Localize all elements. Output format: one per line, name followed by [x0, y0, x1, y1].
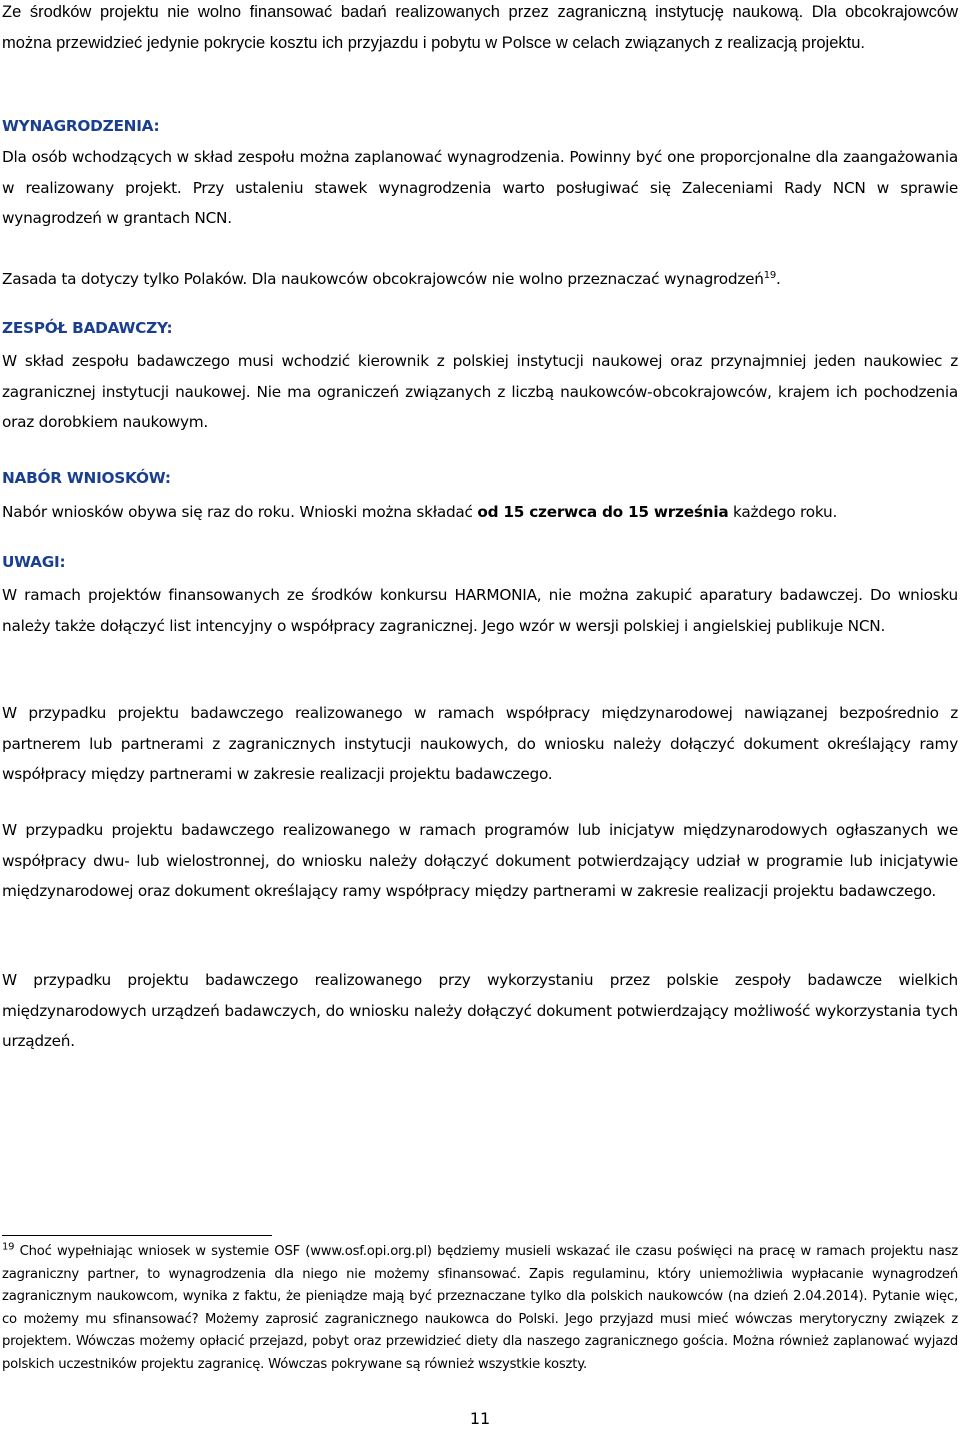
call-text-end: każdego roku. [728, 503, 838, 521]
salaries-rule-end: . [775, 270, 781, 288]
footnote-number: 19 [2, 1241, 15, 1253]
footnote [2, 1241, 958, 1376]
footnote-text: Choć wypełniając wniosek w systemie OSF (www.osf.opi.org.pl) będziemy musieli wskazać ile czasu poświęci na pracę w ramach projektu nasz zagraniczny partner, to wynagrodzenia dla niego nie możemy sfinansować. Zapis regulaminu, który uniemożliwia wypłacanie wynagrodzeń zagranicznym naukowcom, wynika z faktu, że pieniądze mają być przeznaczane tylko dla polskich naukowców (na dzień 2.04.2014). Pytanie więc, co możemy mu sfinansować? Możemy zaprosić zagranicznego naukowca do Polski. Jego przyjazd musi mieć wówczas merytoryczny związek z projektem. Wówczas możemy opłacić przejazd, pobyt oraz przewidzieć diety dla naszego zagranicznego gościa. Można również zaplanować wyjazd polskich uczestników projektu zagranicę. Wówczas pokrywane są również wszystkie koszty. [2, 1244, 958, 1372]
notes-paragraph-2: W przypadku projektu badawczego realizowanego w ramach współpracy międzynarodowej nawiązanej bezpośrednio z partnerem lub partnerami z zagranicznych instytucji naukowych, do wniosku należy dołączyć dokument określający ramy współpracy między partnerami w zakresie realizacji projektu badawczego. [2, 704, 958, 783]
footnote-separator [2, 1235, 272, 1236]
salaries-rule-text: Zasada ta dotyczy tylko Polaków. Dla naukowców obcokrajowców nie wolno przeznaczać wynagrodzeń [2, 270, 764, 288]
call-dates: od 15 czerwca do 15 września [477, 503, 729, 521]
salaries-paragraph: Dla osób wchodzących w skład zespołu można zaplanować wynagrodzenia. Powinny być one proporcjonalne dla zaangażowania w realizowany projekt. Przy ustaleniu stawek wynagrodzenia warto posługiwać się Zaleceniami Rady NCN w sprawie wynagrodzeń w grantach NCN. [2, 148, 958, 227]
call-text-start: Nabór wniosków obywa się raz do roku. Wnioski można składać [2, 503, 478, 521]
team-paragraph: W skład zespołu badawczego musi wchodzić kierownik z polskiej instytucji naukowej oraz przynajmniej jeden naukowiec z zagranicznej instytucji naukowej. Nie ma ograniczeń związanych z liczbą naukowców-obcokrajowców, krajem ich pochodzenia oraz dorobkiem naukowym. [2, 352, 958, 431]
notes-paragraph-1: W ramach projektów finansowanych ze środków konkursu HARMONIA, nie można zakupić aparatury badawczej. Do wniosku należy także dołączyć list intencyjny o współpracy zagranicznej. Jego wzór w wersji polskiej i angielskiej publikuje NCN. [2, 586, 958, 635]
intro-paragraph: Ze środków projektu nie wolno finansować badań realizowanych przez zagraniczną instytucję naukową. Dla obcokrajowców można przewidzieć jedynie pokrycie kosztu ich przyjazdu i pobytu w Polsce w celach związanych z realizacją projektu. [2, 3, 958, 52]
footnote-reference: 19 [763, 269, 776, 281]
call-paragraph [2, 497, 958, 528]
team-heading: ZESPÓŁ BADAWCZY: [2, 319, 173, 337]
page-number: 11 [469, 1409, 491, 1428]
salaries-rule-paragraph [2, 264, 958, 295]
call-heading: NABÓR WNIOSKÓW: [2, 469, 171, 487]
notes-heading: UWAGI: [2, 553, 66, 571]
notes-paragraph-3: W przypadku projektu badawczego realizowanego w ramach programów lub inicjatyw międzynarodowych ogłaszanych we współpracy dwu- lub wielostronnej, do wniosku należy dołączyć dokument potwierdzający udział w programie lub inicjatywie międzynarodowej oraz dokument określający ramy współpracy między partnerami w zakresie realizacji projektu badawczego. [2, 821, 958, 900]
salaries-heading: WYNAGRODZENIA: [2, 117, 160, 135]
notes-paragraph-4: W przypadku projektu badawczego realizowanego przy wykorzystaniu przez polskie zespoły badawcze wielkich międzynarodowych urządzeń badawczych, do wniosku należy dołączyć dokument potwierdzający możliwość wykorzystania tych urządzeń. [2, 971, 958, 1050]
